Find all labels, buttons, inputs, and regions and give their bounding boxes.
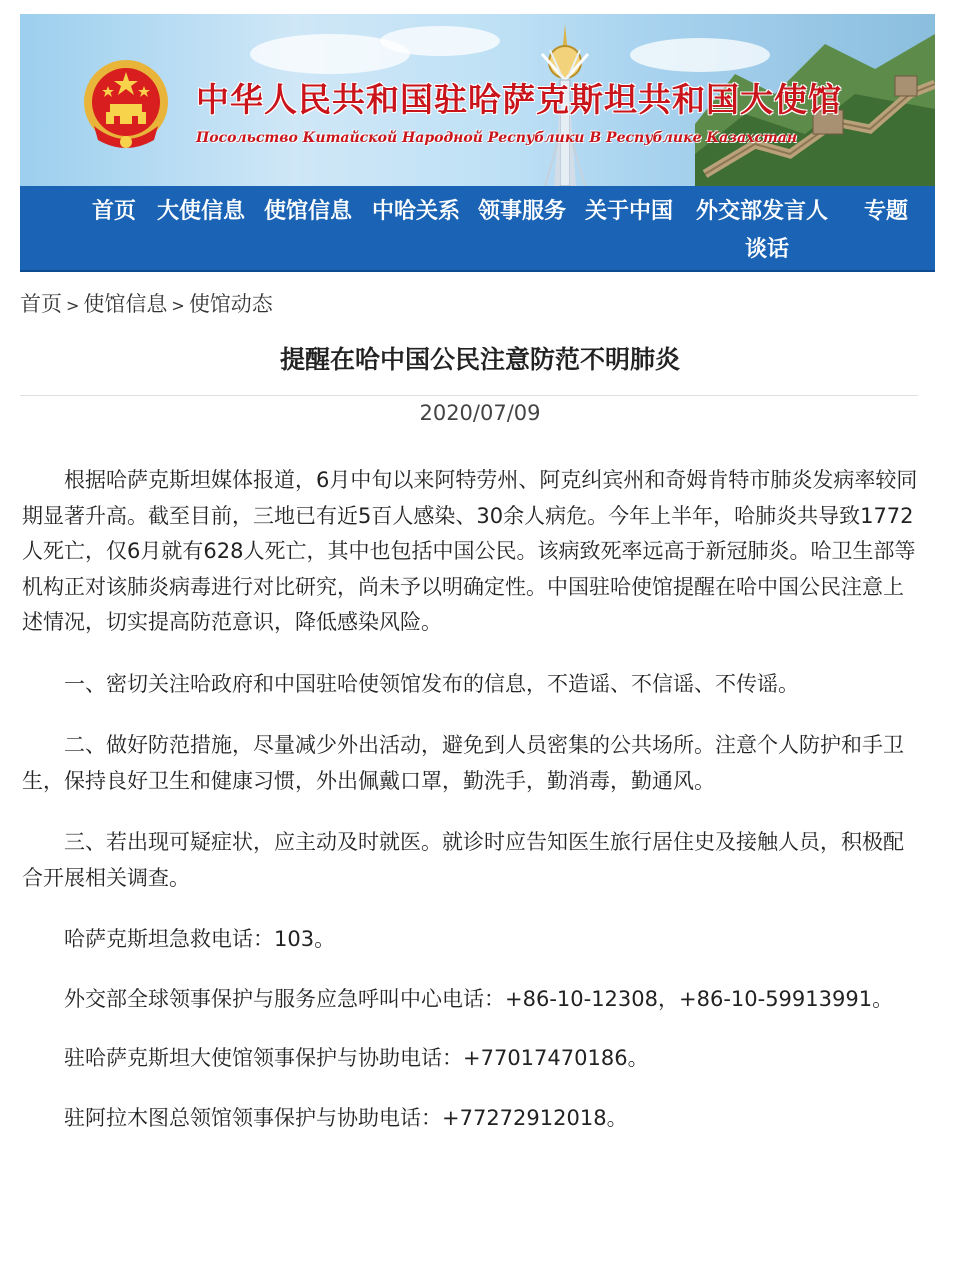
nav-spokesperson[interactable]: 外交部发言人: [696, 199, 829, 224]
main-navigation: [20, 186, 935, 272]
site-title-russian: Посольство Китайской Народной Республики В Республике Казахстан: [196, 130, 798, 146]
breadcrumb-embassy-info[interactable]: 使馆信息: [83, 292, 168, 316]
article-paragraph: 二、做好防范措施，尽量减少外出活动，避免到人员密集的公共场所。注意个人防护和手卫生，保持良好卫生和健康习惯，外出佩戴口罩，勤洗手，勤消毒，勤通风。: [22, 733, 904, 793]
article-paragraph: 外交部全球领事保护与服务应急呼叫中心电话：+86-10-12308，+86-10-59913991。: [64, 986, 894, 1011]
nav-consular-services[interactable]: 领事服务: [478, 199, 567, 224]
breadcrumb-home[interactable]: 首页: [20, 292, 62, 316]
breadcrumb-separator: >: [171, 296, 185, 315]
article-body: [22, 463, 922, 1160]
nav-about-china[interactable]: 关于中国: [585, 199, 674, 224]
article-paragraph: 驻阿拉木图总领馆领事保护与协助电话：+77272912018。: [64, 1105, 628, 1130]
nav-home[interactable]: 首页: [92, 199, 137, 224]
article-paragraph: 根据哈萨克斯坦媒体报道，6月中旬以来阿特劳州、阿克纠宾州和奇姆肯特市肺炎发病率较同期显著升高。截至目前，三地已有近5百人感染、30余人病危。今年上半年，哈肺炎共导致1772人死亡，仅6月就有628人死亡，其中也包括中国公民。该病致死率远高于新冠肺炎。哈卫生部等机构正对该肺炎病毒进行对比研究，尚未予以明确定性。中国驻哈使馆提醒在哈中国公民注意上述情况，切实提高防范意识，降低感染风险。: [22, 468, 918, 634]
title-divider: [20, 395, 918, 396]
article-title: 提醒在哈中国公民注意防范不明肺炎: [279, 345, 680, 374]
article-paragraph: 哈萨克斯坦急救电话：103。: [64, 927, 336, 951]
nav-special-topics-cont[interactable]: 谈话: [745, 237, 790, 262]
national-emblem-icon: [80, 56, 172, 156]
nav-special-topics[interactable]: 专题: [864, 199, 909, 224]
article-date: 2020/07/09: [419, 401, 541, 425]
article-paragraph: 驻哈萨克斯坦大使馆领事保护与协助电话：+77017470186。: [64, 1046, 649, 1070]
article-paragraph: 三、若出现可疑症状，应主动及时就医。就诊时应告知医生旅行居住史及接触人员，积极配合开展相关调查。: [22, 830, 904, 890]
site-title-chinese: 中华人民共和国驻哈萨克斯坦共和国大使馆: [196, 80, 842, 119]
breadcrumb-separator: >: [66, 296, 80, 315]
breadcrumb-embassy-news[interactable]: 使馆动态: [188, 292, 273, 316]
breadcrumb: [20, 288, 273, 318]
article-paragraph: 一、密切关注哈政府和中国驻哈使领馆发布的信息，不造谣、不信谣、不传谣。: [64, 671, 799, 696]
nav-ambassador-info[interactable]: 大使信息: [157, 199, 246, 224]
nav-china-kazakhstan-relations[interactable]: 中哈关系: [372, 199, 461, 224]
nav-embassy-info[interactable]: 使馆信息: [264, 199, 353, 224]
site-banner: [20, 14, 935, 186]
cloud-decoration: [380, 26, 500, 56]
